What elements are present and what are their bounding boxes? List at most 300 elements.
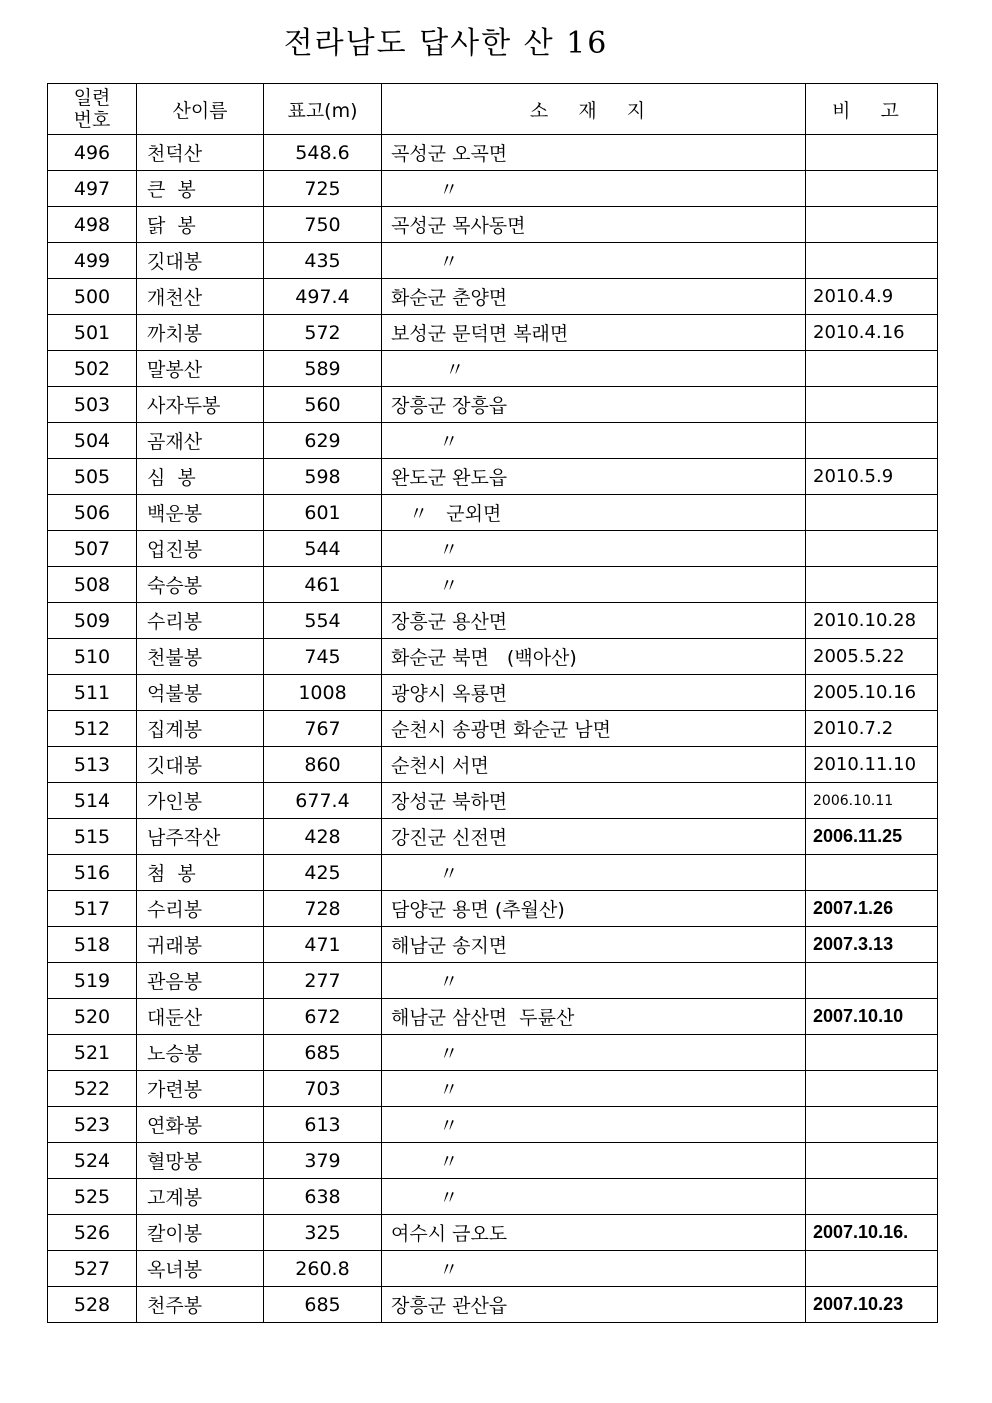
- row-elevation: [264, 243, 382, 279]
- row-location-text: 〃: [391, 575, 459, 597]
- row-name: [137, 207, 264, 243]
- row-location: [382, 639, 806, 675]
- row-elevation-text: 260.8: [295, 1257, 350, 1280]
- row-location: [382, 855, 806, 891]
- table-row: [48, 747, 938, 783]
- row-elevation-text: 428: [304, 825, 341, 848]
- row-name: [137, 927, 264, 963]
- row-note: [806, 927, 938, 963]
- row-num-text: 508: [73, 573, 111, 596]
- table-row: [48, 135, 938, 171]
- row-num: [48, 1143, 137, 1179]
- row-name: [137, 747, 264, 783]
- row-note: [806, 135, 938, 171]
- row-name: [137, 243, 264, 279]
- row-elevation-text: 685: [304, 1293, 341, 1316]
- row-name: [137, 495, 264, 531]
- row-name-text: 개천산: [147, 287, 203, 309]
- row-elevation-text: 435: [304, 249, 341, 272]
- row-location: [382, 603, 806, 639]
- row-note: [806, 1179, 938, 1215]
- row-name: [137, 531, 264, 567]
- row-location-text: 해남군 삼산면 두륜산: [391, 1007, 575, 1029]
- row-note-text: 2010.10.28: [813, 610, 917, 631]
- row-note: [806, 1287, 938, 1323]
- row-name-text: 숙승봉: [147, 575, 203, 597]
- table-row: [48, 999, 938, 1035]
- row-elevation-text: 425: [304, 861, 341, 884]
- row-num-text: 518: [73, 933, 111, 956]
- table-row: [48, 1071, 938, 1107]
- row-note: [806, 891, 938, 927]
- row-location-text: 장성군 북하면: [391, 791, 508, 813]
- row-note: [806, 783, 938, 819]
- row-note-text: 2010.5.9: [813, 466, 894, 487]
- row-num-text: 519: [73, 969, 111, 992]
- row-name: [137, 135, 264, 171]
- row-note: [806, 1215, 938, 1251]
- row-num: [48, 135, 137, 171]
- row-elevation-text: 728: [304, 897, 341, 920]
- row-location: [382, 963, 806, 999]
- row-num-text: 521: [73, 1041, 111, 1064]
- table-row: [48, 603, 938, 639]
- row-name-text: 첨 봉: [147, 863, 196, 885]
- row-name: [137, 639, 264, 675]
- row-location-text: 담양군 용면 (추월산): [391, 899, 565, 921]
- row-elevation: [264, 279, 382, 315]
- row-name-text: 심 봉: [147, 467, 196, 489]
- row-num: [48, 531, 137, 567]
- header-note: 비 고: [806, 84, 938, 135]
- row-num: [48, 459, 137, 495]
- table-row: [48, 855, 938, 891]
- row-num: [48, 315, 137, 351]
- row-elevation: [264, 711, 382, 747]
- row-name: [137, 783, 264, 819]
- row-elevation: [264, 1251, 382, 1287]
- row-note: [806, 711, 938, 747]
- row-num-text: 527: [73, 1257, 111, 1280]
- page-title: 전라남도 답사한 산 16: [283, 26, 609, 61]
- row-elevation-text: 554: [304, 609, 341, 632]
- mountain-table: [47, 83, 938, 1323]
- row-note: [806, 351, 938, 387]
- table-row: [48, 1287, 938, 1323]
- row-name-text: 까치봉: [147, 323, 203, 345]
- row-name-text: 칼이봉: [147, 1223, 203, 1245]
- row-note: [806, 279, 938, 315]
- row-elevation-text: 613: [304, 1113, 341, 1136]
- row-location-text: 〃: [391, 863, 459, 885]
- row-name: [137, 1287, 264, 1323]
- row-name-text: 옥녀봉: [147, 1259, 203, 1281]
- header-name: 산이름: [137, 84, 264, 135]
- row-num: [48, 1287, 137, 1323]
- row-location-text: 〃: [391, 1187, 459, 1209]
- row-note: [806, 855, 938, 891]
- row-note: [806, 567, 938, 603]
- row-num: [48, 603, 137, 639]
- row-location: [382, 819, 806, 855]
- row-elevation-text: 497.4: [295, 285, 350, 308]
- row-note: [806, 999, 938, 1035]
- row-num: [48, 1107, 137, 1143]
- row-num-text: 522: [73, 1077, 111, 1100]
- row-location: [382, 135, 806, 171]
- row-elevation-text: 544: [304, 537, 341, 560]
- row-num-text: 525: [73, 1185, 111, 1208]
- row-elevation: [264, 963, 382, 999]
- row-name: [137, 423, 264, 459]
- row-location-text: 〃 군외면: [391, 503, 502, 525]
- row-location: [382, 1179, 806, 1215]
- row-note-text: 2006.10.11: [813, 792, 894, 809]
- row-name: [137, 891, 264, 927]
- row-elevation-text: 745: [304, 645, 341, 668]
- row-num-text: 499: [73, 249, 111, 272]
- row-location-text: 〃: [391, 1079, 459, 1101]
- row-note-text: 2007.10.16.: [813, 1222, 909, 1242]
- row-location: [382, 531, 806, 567]
- row-num: [48, 351, 137, 387]
- row-elevation-text: 677.4: [295, 789, 350, 812]
- row-note: [806, 639, 938, 675]
- row-location: [382, 711, 806, 747]
- row-location-text: 곡성군 목사동면: [391, 215, 526, 237]
- row-location: [382, 207, 806, 243]
- table-row: [48, 783, 938, 819]
- row-note: [806, 387, 938, 423]
- row-elevation-text: 325: [304, 1221, 341, 1244]
- row-name-text: 곰재산: [147, 431, 203, 453]
- row-elevation: [264, 855, 382, 891]
- row-name-text: 집계봉: [147, 719, 203, 741]
- row-elevation: [264, 1035, 382, 1071]
- row-location: [382, 243, 806, 279]
- row-location: [382, 927, 806, 963]
- row-num: [48, 927, 137, 963]
- row-name: [137, 1215, 264, 1251]
- row-name-text: 가련봉: [147, 1079, 203, 1101]
- row-location-text: 보성군 문덕면 복래면: [391, 323, 569, 345]
- table-row: [48, 927, 938, 963]
- row-name: [137, 711, 264, 747]
- row-num-text: 504: [73, 429, 111, 452]
- row-elevation: [264, 1287, 382, 1323]
- row-name-text: 고계봉: [147, 1187, 203, 1209]
- row-location: [382, 1251, 806, 1287]
- row-name-text: 남주작산: [147, 827, 221, 849]
- row-note: [806, 747, 938, 783]
- row-location-text: 순천시 송광면 화순군 남면: [391, 719, 612, 741]
- row-location-text: 순천시 서면: [391, 755, 489, 777]
- row-elevation: [264, 531, 382, 567]
- row-num-text: 506: [73, 501, 111, 524]
- table-row: [48, 171, 938, 207]
- row-location-text: 〃: [391, 1151, 459, 1173]
- table-row: [48, 567, 938, 603]
- row-num: [48, 711, 137, 747]
- row-name: [137, 855, 264, 891]
- row-elevation: [264, 135, 382, 171]
- table-row: [48, 351, 938, 387]
- row-name: [137, 963, 264, 999]
- row-num-text: 528: [73, 1293, 111, 1316]
- row-elevation-text: 572: [304, 321, 341, 344]
- row-location: [382, 171, 806, 207]
- row-num: [48, 387, 137, 423]
- row-location-text: 화순군 북면 (백아산): [391, 647, 577, 669]
- row-location-text: 〃: [391, 1043, 459, 1065]
- row-elevation: [264, 747, 382, 783]
- header-num: [48, 84, 137, 135]
- table-row: [48, 711, 938, 747]
- row-num-text: 510: [73, 645, 111, 668]
- row-location-text: 〃: [391, 359, 465, 381]
- row-elevation-text: 725: [304, 177, 341, 200]
- row-num: [48, 1215, 137, 1251]
- row-location-text: 〃: [391, 431, 459, 453]
- row-location: [382, 747, 806, 783]
- row-note: [806, 819, 938, 855]
- row-note: [806, 675, 938, 711]
- row-elevation: [264, 171, 382, 207]
- row-location: [382, 423, 806, 459]
- row-location-text: 장흥군 관산읍: [391, 1295, 508, 1317]
- table-row: [48, 387, 938, 423]
- row-name-text: 억불봉: [147, 683, 203, 705]
- table-row: [48, 423, 938, 459]
- row-name: [137, 567, 264, 603]
- row-note: [806, 207, 938, 243]
- row-location-text: 〃: [391, 539, 459, 561]
- row-location: [382, 279, 806, 315]
- row-location-text: 해남군 송지면: [391, 935, 508, 957]
- row-note-text: 2007.1.26: [813, 898, 894, 918]
- table-row: [48, 531, 938, 567]
- table-row: [48, 1107, 938, 1143]
- row-num: [48, 171, 137, 207]
- row-name: [137, 1035, 264, 1071]
- row-location-text: 강진군 신전면: [391, 827, 508, 849]
- row-location: [382, 891, 806, 927]
- row-elevation-text: 767: [304, 717, 341, 740]
- row-location-text: 〃: [391, 971, 459, 993]
- row-elevation: [264, 207, 382, 243]
- row-num-text: 514: [73, 789, 111, 812]
- row-num-text: 511: [73, 681, 111, 704]
- row-elevation-text: 461: [304, 573, 341, 596]
- row-location: [382, 387, 806, 423]
- table-row: [48, 675, 938, 711]
- row-location-text: 곡성군 오곡면: [391, 143, 508, 165]
- table-row: [48, 207, 938, 243]
- row-location: [382, 1035, 806, 1071]
- row-elevation-text: 703: [304, 1077, 341, 1100]
- row-location: [382, 495, 806, 531]
- row-name: [137, 1143, 264, 1179]
- row-num-text: 497: [73, 177, 111, 200]
- table-row: [48, 639, 938, 675]
- row-location: [382, 783, 806, 819]
- row-note: [806, 315, 938, 351]
- row-elevation-text: 672: [304, 1005, 341, 1028]
- row-location: [382, 1287, 806, 1323]
- row-name-text: 수리봉: [147, 899, 203, 921]
- row-elevation: [264, 927, 382, 963]
- row-name-text: 대둔산: [147, 1007, 203, 1029]
- row-elevation-text: 598: [304, 465, 341, 488]
- row-location: [382, 1107, 806, 1143]
- row-name-text: 혈망봉: [147, 1151, 203, 1173]
- row-name-text: 귀래봉: [147, 935, 203, 957]
- row-elevation: [264, 315, 382, 351]
- row-elevation: [264, 387, 382, 423]
- row-elevation-text: 638: [304, 1185, 341, 1208]
- row-note: [806, 423, 938, 459]
- row-elevation: [264, 999, 382, 1035]
- row-elevation-text: 750: [304, 213, 341, 236]
- row-note-text: 2006.11.25: [813, 826, 903, 846]
- row-name-text: 수리봉: [147, 611, 203, 633]
- row-note: [806, 1251, 938, 1287]
- row-elevation-text: 548.6: [295, 141, 350, 164]
- row-location-text: 여수시 금오도: [391, 1223, 508, 1245]
- row-num-text: 520: [73, 1005, 111, 1028]
- row-num: [48, 819, 137, 855]
- row-elevation: [264, 1179, 382, 1215]
- row-num: [48, 279, 137, 315]
- row-elevation: [264, 567, 382, 603]
- row-name-text: 백운봉: [147, 503, 203, 525]
- table-row: [48, 963, 938, 999]
- row-note-text: 2007.3.13: [813, 934, 894, 954]
- row-num-text: 509: [73, 609, 111, 632]
- row-elevation-text: 471: [304, 933, 341, 956]
- row-elevation: [264, 1071, 382, 1107]
- row-elevation: [264, 1215, 382, 1251]
- row-name: [137, 675, 264, 711]
- header-row: [48, 84, 938, 135]
- row-elevation: [264, 783, 382, 819]
- row-elevation: [264, 423, 382, 459]
- row-num-text: 516: [73, 861, 111, 884]
- row-name: [137, 1179, 264, 1215]
- row-num-text: 526: [73, 1221, 111, 1244]
- table-row: [48, 1035, 938, 1071]
- row-elevation: [264, 459, 382, 495]
- row-name-text: 연화봉: [147, 1115, 203, 1137]
- header-num-label: 일련번호: [73, 87, 111, 131]
- row-elevation: [264, 891, 382, 927]
- row-name: [137, 999, 264, 1035]
- row-name-text: 깃대봉: [147, 251, 203, 273]
- row-location-text: 완도군 완도읍: [391, 467, 508, 489]
- row-name: [137, 1107, 264, 1143]
- table-row: [48, 1179, 938, 1215]
- row-num: [48, 891, 137, 927]
- row-num-text: 515: [73, 825, 111, 848]
- row-num: [48, 423, 137, 459]
- row-num: [48, 1179, 137, 1215]
- row-note: [806, 1071, 938, 1107]
- row-note-text: 2010.11.10: [813, 754, 917, 775]
- row-elevation-text: 560: [304, 393, 341, 416]
- row-name-text: 깃대봉: [147, 755, 203, 777]
- row-num-text: 498: [73, 213, 111, 236]
- row-elevation-text: 601: [304, 501, 341, 524]
- row-num: [48, 567, 137, 603]
- table-row: [48, 243, 938, 279]
- row-name-text: 사자두봉: [147, 395, 221, 417]
- row-elevation: [264, 819, 382, 855]
- row-note: [806, 1143, 938, 1179]
- row-num: [48, 855, 137, 891]
- row-location: [382, 999, 806, 1035]
- row-name-text: 업진봉: [147, 539, 203, 561]
- row-num-text: 505: [73, 465, 111, 488]
- row-elevation-text: 589: [304, 357, 341, 380]
- row-note-text: 2010.7.2: [813, 718, 894, 739]
- table-row: [48, 891, 938, 927]
- row-name: [137, 279, 264, 315]
- row-num: [48, 783, 137, 819]
- row-num: [48, 963, 137, 999]
- row-name: [137, 1071, 264, 1107]
- row-note: [806, 171, 938, 207]
- table-row: [48, 495, 938, 531]
- table-row: [48, 279, 938, 315]
- row-name: [137, 603, 264, 639]
- row-elevation: [264, 495, 382, 531]
- row-location: [382, 1071, 806, 1107]
- row-name-text: 천주봉: [147, 1295, 203, 1317]
- row-location: [382, 315, 806, 351]
- row-num: [48, 747, 137, 783]
- row-note: [806, 1035, 938, 1071]
- row-note: [806, 495, 938, 531]
- row-name-text: 닭 봉: [147, 215, 196, 237]
- row-note: [806, 1107, 938, 1143]
- row-num-text: 513: [73, 753, 111, 776]
- row-note: [806, 243, 938, 279]
- row-num-text: 501: [73, 321, 111, 344]
- row-num-text: 524: [73, 1149, 111, 1172]
- row-location: [382, 567, 806, 603]
- row-num-text: 500: [73, 285, 111, 308]
- row-name: [137, 1251, 264, 1287]
- row-num: [48, 999, 137, 1035]
- row-location-text: 〃: [391, 1115, 459, 1137]
- row-note-text: 2005.5.22: [813, 646, 905, 667]
- row-elevation: [264, 675, 382, 711]
- table-row: [48, 1215, 938, 1251]
- row-location-text: 〃: [391, 1259, 459, 1281]
- row-num: [48, 1071, 137, 1107]
- row-num-text: 502: [73, 357, 111, 380]
- row-note-text: 2007.10.10: [813, 1006, 904, 1026]
- row-elevation-text: 1008: [298, 681, 347, 704]
- table-row: [48, 819, 938, 855]
- table-row: [48, 1143, 938, 1179]
- row-name: [137, 387, 264, 423]
- row-num: [48, 1035, 137, 1071]
- row-location: [382, 1215, 806, 1251]
- row-note: [806, 603, 938, 639]
- row-location: [382, 675, 806, 711]
- row-name-text: 가인봉: [147, 791, 203, 813]
